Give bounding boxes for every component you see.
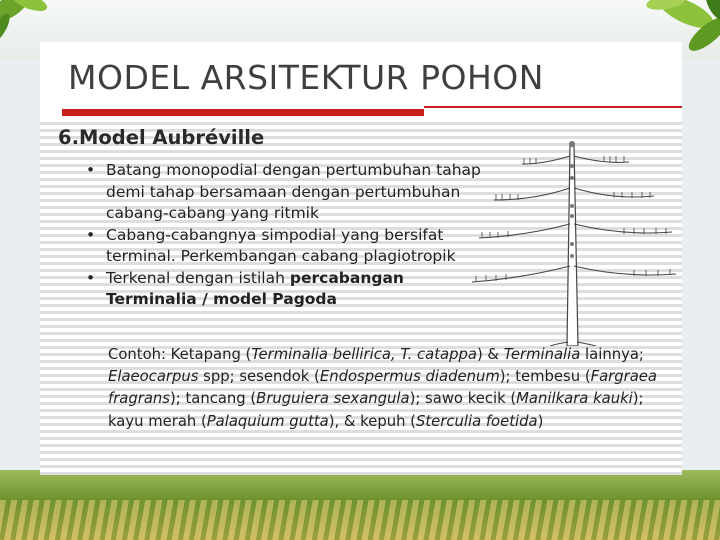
species-name: Palaquium gutta — [206, 412, 329, 430]
species-name: Manilkara kauki — [516, 390, 633, 408]
example-text: ), & kepuh ( — [328, 412, 416, 430]
bullet-item — [80, 225, 500, 268]
example-text: Contoh: Ketapang ( — [108, 346, 252, 363]
bullet-item — [80, 160, 500, 225]
background-field-texture — [0, 500, 720, 540]
bullet-text: percabangan Terminalia / model Pagoda — [106, 268, 404, 308]
species-name: Elaeocarpus — [108, 368, 199, 386]
species-name: Fargraea fragrans — [108, 368, 657, 408]
species-name: Endospermus diadenum — [319, 368, 500, 386]
species-name: Bruguiera sexangula — [256, 390, 410, 408]
species-name: Terminalia — [503, 346, 581, 363]
bullet-marker: • — [86, 268, 96, 287]
example-text: ) & — [476, 346, 504, 363]
bullet-item — [80, 268, 500, 311]
bullet-marker: • — [86, 161, 96, 179]
examples-paragraph — [108, 344, 678, 433]
slide-content — [40, 42, 682, 475]
example-text: ) — [537, 412, 544, 430]
slide-panel — [40, 42, 682, 475]
example-text: ); sawo kecik ( — [409, 390, 517, 408]
species-name: Terminalia bellirica, T. catappa — [251, 346, 477, 363]
example-text: spp; sesendok ( — [198, 368, 320, 386]
bullet-text: Cabang-cabangnya simpodial yang bersifat terminal. Perkembangan cabang plagiotropik — [106, 225, 456, 265]
example-text: ); tembesu ( — [499, 368, 591, 386]
bullet-list — [80, 160, 500, 311]
species-name: Sterculia foetida — [415, 412, 538, 430]
bullet-text: Batang monopodial dengan pertumbuhan tahap demi tahap bersamaan dengan pertumbuhan cabang-cabang yang ritmik — [106, 161, 481, 222]
slide-title: MODEL ARSITEKTUR POHON — [68, 58, 544, 97]
example-text: lainnya; — [580, 346, 644, 363]
bullet-marker: • — [86, 225, 96, 244]
example-text: ); kayu merah ( — [108, 390, 644, 430]
bullet-text: Terkenal dengan istilah — [106, 268, 290, 287]
section-heading: 6.Model Aubréville — [58, 126, 265, 149]
example-text: ); tancang ( — [170, 390, 257, 408]
